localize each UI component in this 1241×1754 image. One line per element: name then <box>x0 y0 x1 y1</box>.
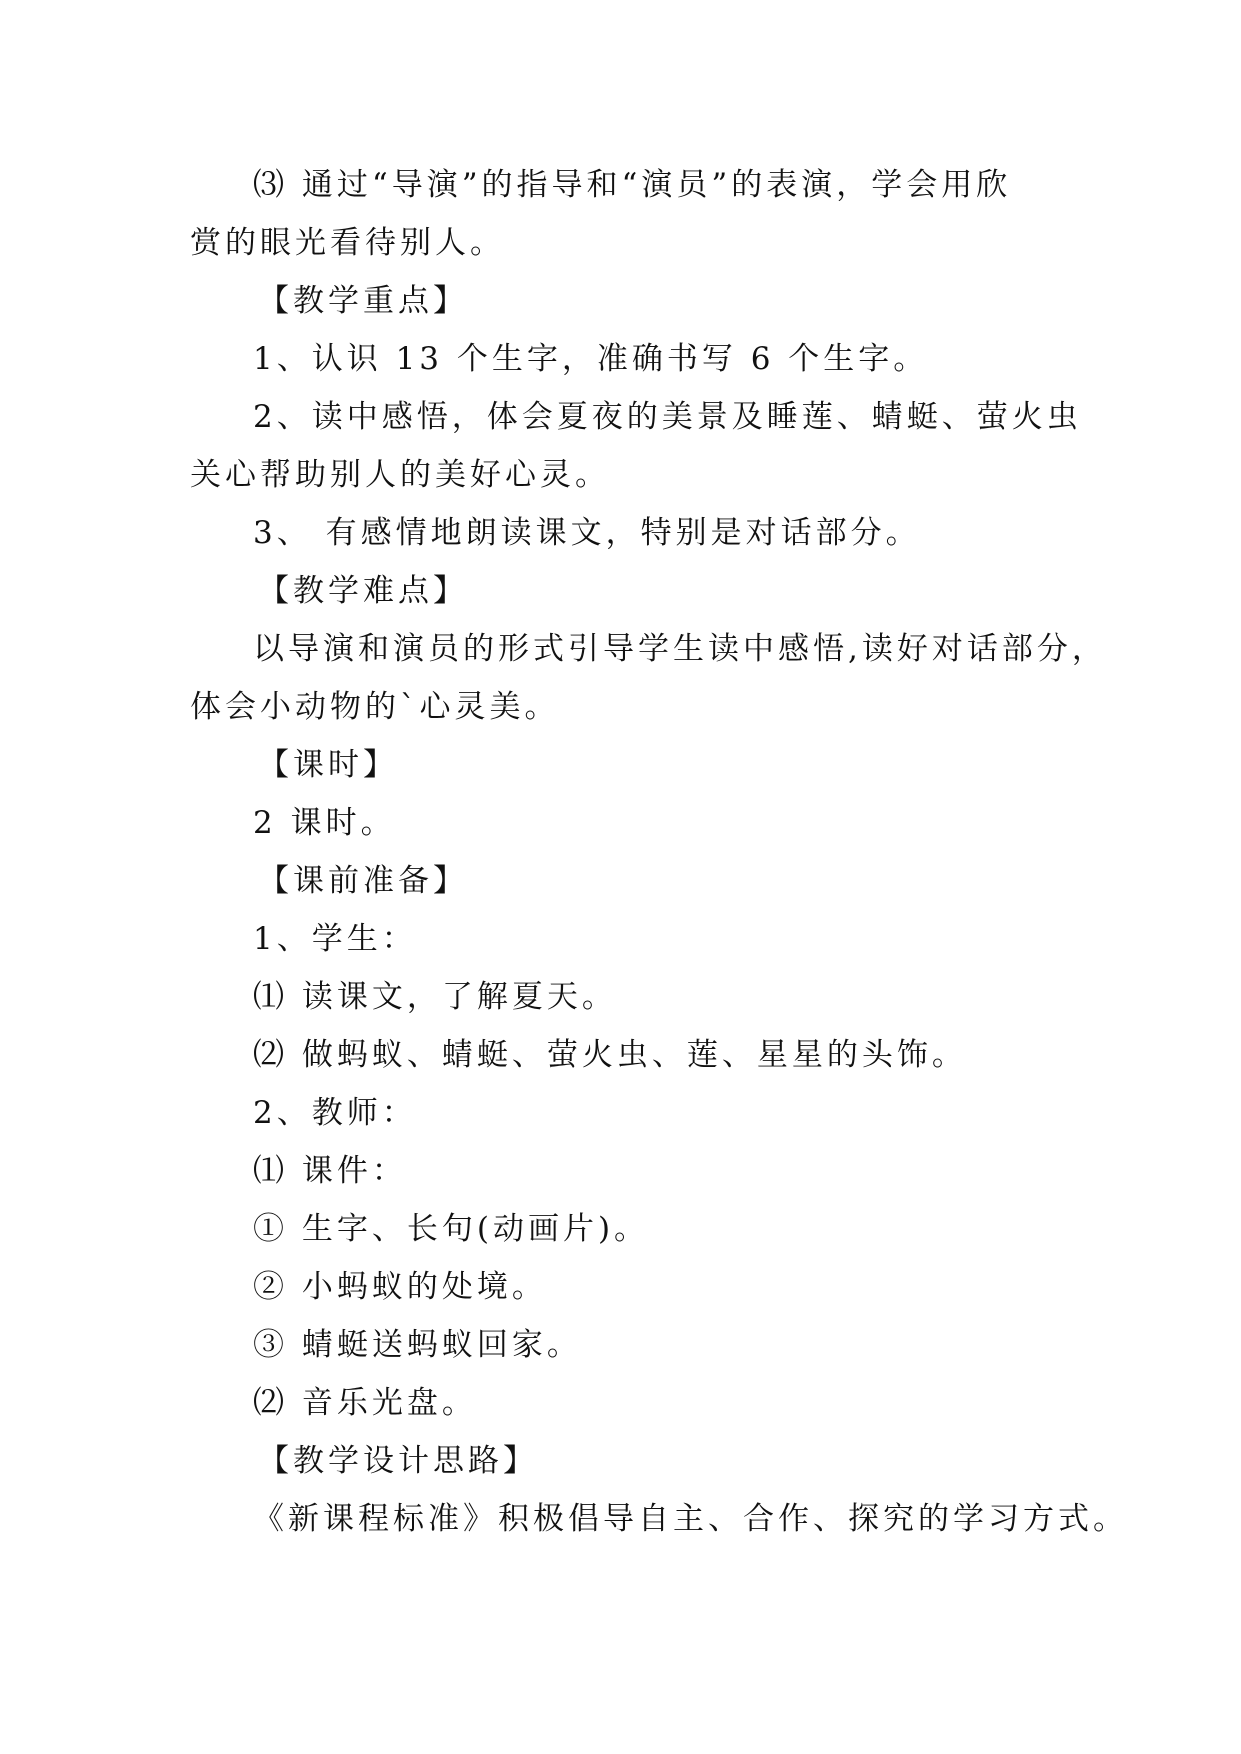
paragraph-goal-3-line-1: ⑶ 通过“导演”的指导和“演员”的表演，学会用欣 <box>253 167 1012 203</box>
focus-item-3: 3、 有感情地朗读课文，特别是对话部分。 <box>253 515 921 551</box>
focus-item-2-line-1: 2、读中感悟，体会夏夜的美景及睡莲、蜻蜓、萤火虫 <box>253 399 1082 435</box>
prep-teacher-heading: 2、教师： <box>253 1095 417 1131</box>
class-hours-value: 2 课时。 <box>253 805 396 841</box>
prep-students-heading: 1、学生： <box>253 921 417 957</box>
difficulty-line-1: 以导演和演员的形式引导学生读中感悟,读好对话部分， <box>253 631 1107 667</box>
heading-preparation: 【课前准备】 <box>258 863 468 899</box>
heading-teaching-difficulty: 【教学难点】 <box>258 573 468 609</box>
heading-teaching-focus: 【教学重点】 <box>258 283 468 319</box>
courseware-item-2: ② 小蚂蚁的处境。 <box>253 1269 547 1305</box>
prep-teacher-item-2: ⑵ 音乐光盘。 <box>253 1385 477 1421</box>
prep-teacher-item-1: ⑴ 课件： <box>253 1153 407 1189</box>
prep-students-item-1: ⑴ 读课文，了解夏天。 <box>253 979 617 1015</box>
heading-class-hours: 【课时】 <box>258 747 398 783</box>
focus-item-1: 1、认识 13 个生字，准确书写 6 个生字。 <box>253 341 929 377</box>
courseware-item-3: ③ 蜻蜓送蚂蚁回家。 <box>253 1327 582 1363</box>
paragraph-goal-3-line-2: 赏的眼光看待别人。 <box>190 225 505 261</box>
focus-item-2-line-2: 关心帮助别人的美好心灵。 <box>190 457 610 493</box>
difficulty-line-2: 体会小动物的`心灵美。 <box>190 689 560 725</box>
heading-design-idea: 【教学设计思路】 <box>258 1443 538 1479</box>
design-idea-line-1: 《新课程标准》积极倡导自主、合作、探究的学习方式。 <box>253 1501 1128 1537</box>
prep-students-item-2: ⑵ 做蚂蚁、蜻蜓、萤火虫、莲、星星的头饰。 <box>253 1037 967 1073</box>
courseware-item-1: ① 生字、长句(动画片)。 <box>253 1211 650 1247</box>
